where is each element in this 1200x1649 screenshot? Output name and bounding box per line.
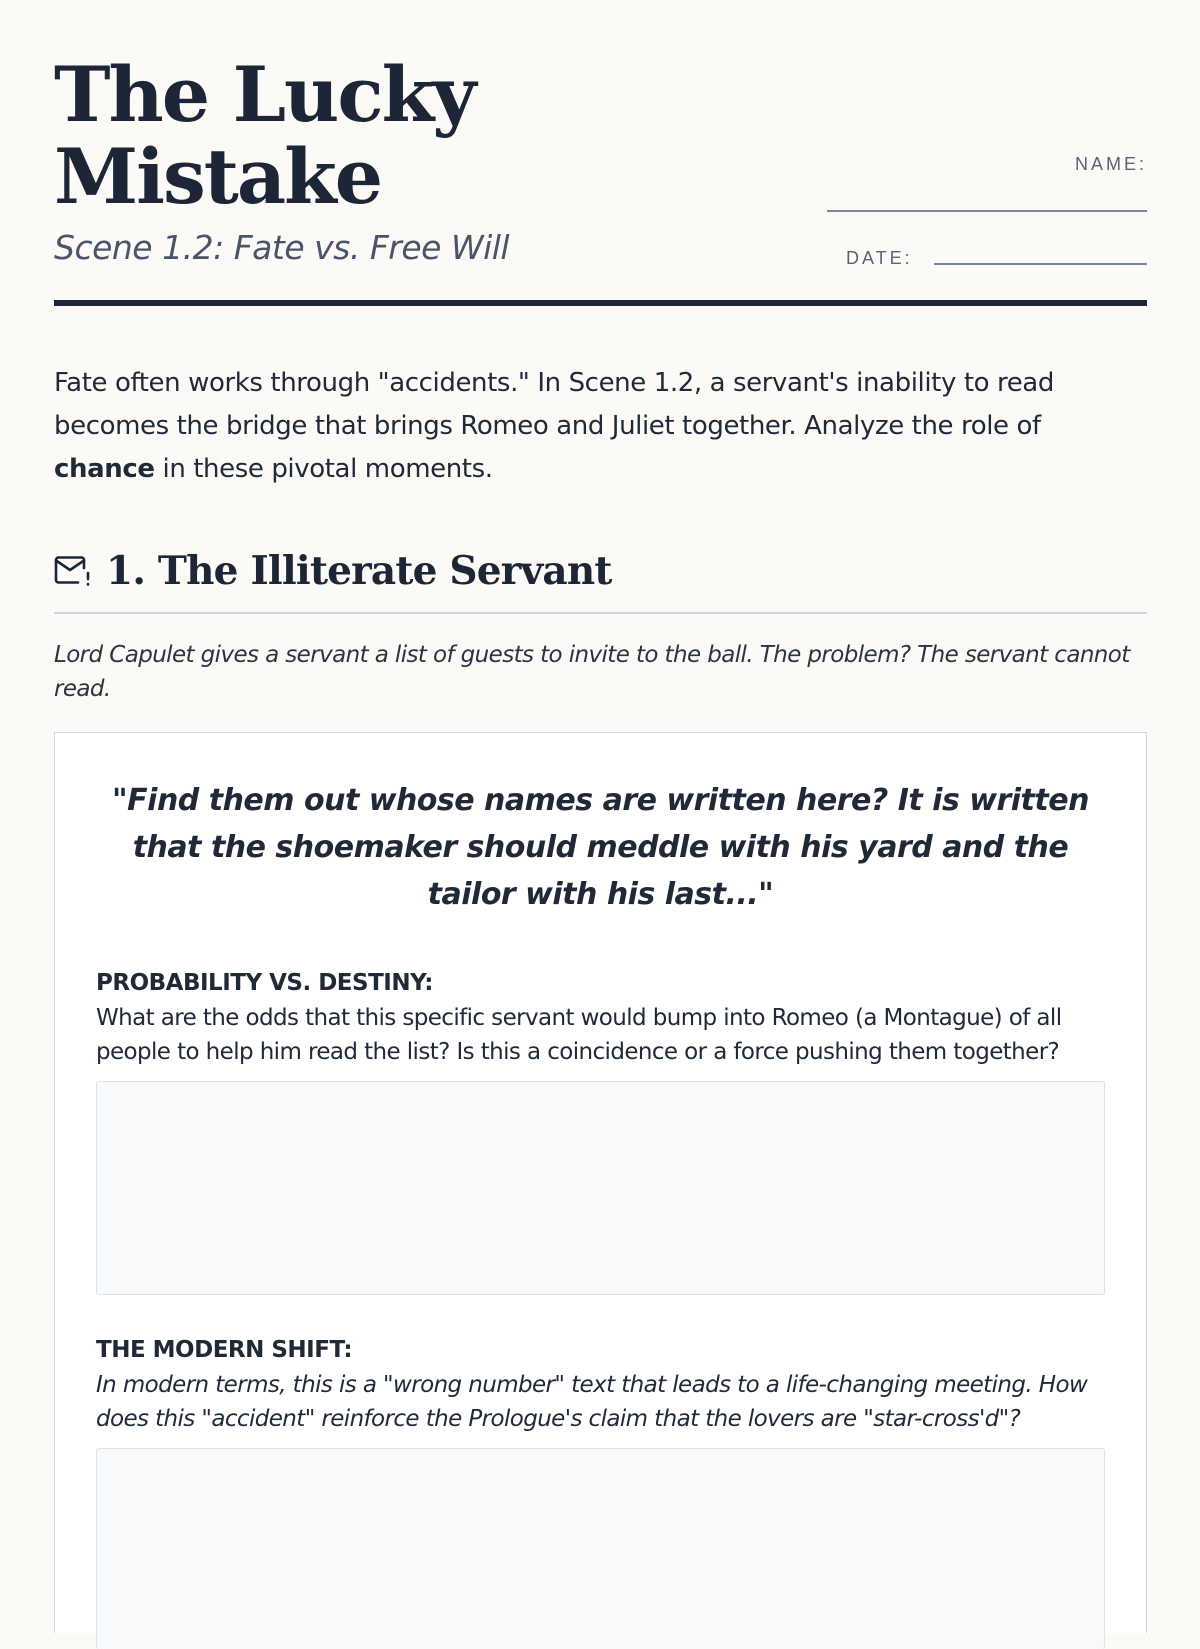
header-divider <box>54 300 1147 306</box>
section-1-description: Lord Capulet gives a servant a list of guests to invite to the ball. The problem? The servant cannot read. <box>54 642 1130 702</box>
intro-text-after: in these pivotal moments. <box>154 454 493 484</box>
intro-bold-word: chance <box>54 454 155 484</box>
name-field[interactable] <box>827 210 1147 212</box>
intro-text-before: Fate often works through "accidents." In Scene 1.2, a servant's inability to read becomes the bridge that brings Romeo and Juliet together. Analyze the role of <box>54 368 1054 441</box>
name-label: NAME: <box>1074 154 1147 174</box>
title-line-2: Mistake <box>54 132 382 221</box>
date-field[interactable] <box>934 263 1147 265</box>
worksheet-title <box>54 50 574 221</box>
worksheet-header <box>54 0 1147 306</box>
activity-card <box>54 732 1147 1633</box>
question-2-label: THE MODERN SHIFT: <box>96 1337 353 1363</box>
servant-quote: "Find them out whose names are written here? It is written that the shoemaker should meddle with his yard and the tailor with his last..." <box>112 783 1089 912</box>
intro-paragraph <box>54 362 1147 491</box>
question-2-text: In modern terms, this is a "wrong number" text that leads to a life-changing meeting. How does this "accident" reinforce the Prologue's claim that the lovers are "star-cross'd"? <box>96 1372 1088 1432</box>
answer-box-2[interactable] <box>96 1448 1105 1649</box>
question-1-label: PROBABILITY VS. DESTINY: <box>96 970 433 996</box>
section-1-title: 1. The Illiterate Servant <box>106 548 612 594</box>
question-1-text: What are the odds that this specific servant would bump into Romeo (a Montague) of all people to help him read the list? Is this a coincidence or a force pushing them together? <box>96 1005 1062 1065</box>
section-1-header <box>54 544 1147 614</box>
date-label: DATE: <box>846 248 913 268</box>
worksheet-page <box>54 0 1147 1432</box>
title-line-1: The Lucky <box>54 50 475 139</box>
answer-box-1[interactable] <box>96 1081 1105 1295</box>
mail-alert-icon <box>54 554 92 588</box>
worksheet-subtitle: Scene 1.2: Fate vs. Free Will <box>54 228 510 267</box>
